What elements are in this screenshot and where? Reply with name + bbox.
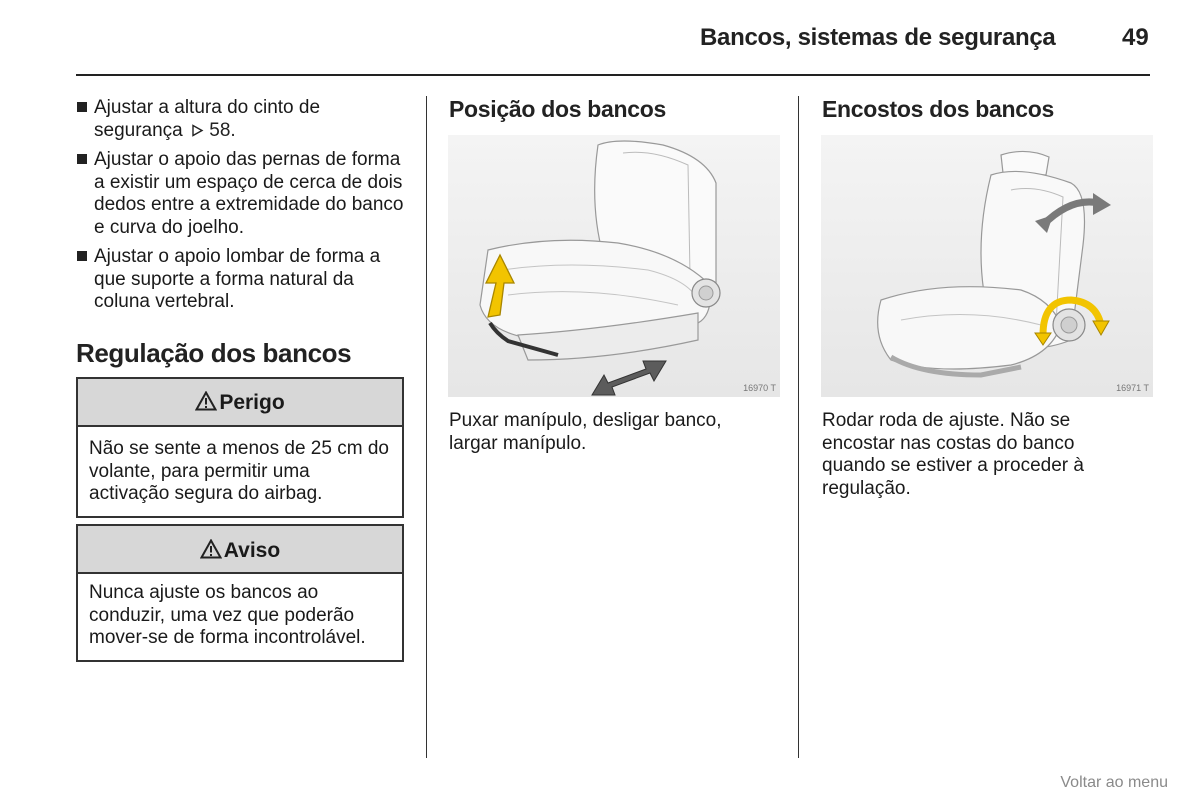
- seat-position-figure: [448, 135, 780, 397]
- notice-box-body: Nunca ajuste os bancos ao conduzir, uma vez que poderão mover-se de forma incontrolável.: [89, 582, 366, 648]
- hollow-triangle-arrow-icon: [191, 124, 204, 137]
- middle-column-title: Posição dos bancos: [449, 96, 666, 122]
- notice-box-title: Aviso: [223, 539, 281, 562]
- section-title: Regulação dos bancos: [76, 338, 352, 368]
- header-rule: [76, 74, 1150, 76]
- seat-backrest-figure: [821, 135, 1153, 397]
- warning-triangle-icon: [200, 539, 222, 559]
- column-divider-right: [798, 96, 799, 758]
- square-bullet-icon: [77, 251, 87, 261]
- backrest-adjust-illustration: [821, 135, 1153, 397]
- list-item: [76, 246, 410, 314]
- left-column: [76, 97, 410, 321]
- figure-number: 16970 T: [743, 383, 776, 393]
- middle-column-caption: Puxar manípulo, desligar banco, largar manípulo.: [449, 410, 722, 454]
- bullet-text: Ajustar o apoio das pernas de forma a existir um espaço de cerca de dois dedos entre a extremidade do banco e curva do joelho.: [94, 149, 404, 238]
- square-bullet-icon: [77, 154, 87, 164]
- danger-box-header: [78, 379, 402, 427]
- back-to-menu-link[interactable]: Voltar ao menu: [1060, 774, 1168, 791]
- bullet-text: Ajustar a altura do cinto de segurança: [94, 97, 321, 141]
- list-item: [76, 97, 410, 142]
- page-reference-target: 58.: [209, 119, 236, 141]
- right-column-title: Encostos dos bancos: [822, 96, 1055, 122]
- page-header-title: Bancos, sistemas de segurança: [700, 24, 1056, 51]
- figure-number: 16971 T: [1116, 383, 1149, 393]
- notice-box-header: [78, 526, 402, 574]
- danger-box-body: Não se sente a menos de 25 cm do volante, para permitir uma activação segura do airbag.: [89, 438, 389, 504]
- notice-box: [76, 524, 404, 662]
- seat-slide-illustration: [448, 135, 780, 397]
- warning-triangle-icon: [195, 391, 217, 411]
- list-item: [76, 149, 410, 239]
- page-number: 49: [1122, 24, 1149, 51]
- danger-box-title: Perigo: [219, 391, 285, 414]
- danger-box: [76, 377, 404, 518]
- bullet-text: Ajustar o apoio lombar de forma a que suporte a forma natural da coluna vertebral.: [94, 246, 381, 312]
- column-divider-left: [426, 96, 427, 758]
- square-bullet-icon: [77, 102, 87, 112]
- page-reference-link[interactable]: [188, 120, 236, 141]
- right-column-caption: Rodar roda de ajuste. Não se encostar nas costas do banco quando se estiver a proceder à regulação.: [822, 410, 1084, 499]
- bullet-list: [76, 97, 410, 314]
